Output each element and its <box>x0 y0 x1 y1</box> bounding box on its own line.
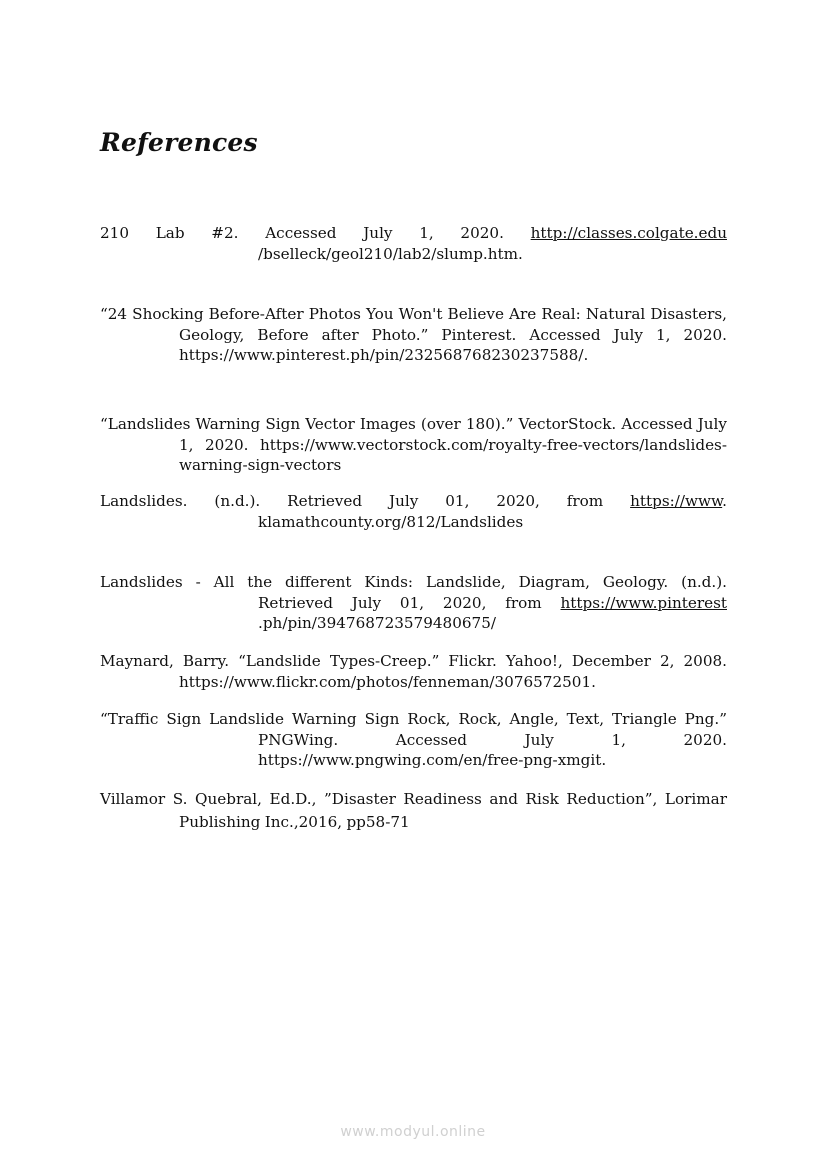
reference-text: “24 Shocking Before-After Photos You Won't Believe Are Real: Natural Disasters, Geology, Before after Photo.” Pinterest. Accessed July 1, 2020. https://www.pinterest.ph/pin/232568768230237588/. <box>100 305 727 364</box>
reference-text: “Landslides Warning Sign Vector Images (over 180).” VectorStock. Accessed July 1, 2020. https://www.vectorstock.com/royalty-free-vectors/landslides-warning-sign-vectors <box>100 415 727 474</box>
reference-entry <box>100 709 727 771</box>
reference-entry <box>100 223 727 264</box>
reference-entry <box>100 304 727 366</box>
reference-continuation: .ph/pin/394768723579480675/ <box>258 614 496 632</box>
reference-entry <box>100 572 727 634</box>
reference-text: Maynard, Barry. “Landslide Types-Creep.” Flickr. Yahoo!, December 2, 2008. https://www.flickr.com/photos/fenneman/3076572501. <box>100 652 727 691</box>
reference-continuation: /bselleck/geol210/lab2/slump.htm. <box>258 244 523 263</box>
reference-text: Villamor S. Quebral, Ed.D., ”Disaster Readiness and Risk Reduction”, Lorimar Publishing Inc.,2016, pp58-71 <box>100 790 727 831</box>
reference-line: “Traffic Sign Landslide Warning Sign Rock, Rock, Angle, Text, Triangle Png.” <box>100 710 727 728</box>
reference-line: PNGWing. Accessed July 1, 2020. <box>258 730 727 749</box>
reference-entry <box>100 651 727 692</box>
reference-line: Landslides - All the different Kinds: Landslide, Diagram, Geology. (n.d.). <box>100 573 727 591</box>
reference-entry <box>100 491 727 532</box>
reference-entry <box>100 414 727 476</box>
page-title: References <box>100 128 258 157</box>
reference-link[interactable]: https://www <box>630 492 723 510</box>
reference-link[interactable]: https://www.pinterest <box>560 593 727 612</box>
footer-watermark: www.modyul.online <box>340 1124 486 1140</box>
reference-continuation: https://www.pngwing.com/en/free-png-xmgit. <box>258 751 607 769</box>
reference-line: 210 Lab #2. Accessed July 1, 2020. http://classes.colgate.edu <box>100 224 727 242</box>
reference-entry <box>100 788 727 834</box>
reference-link[interactable]: http://classes.colgate.edu <box>530 224 727 242</box>
reference-line: Retrieved July 01, 2020, from https://www.pinterest <box>258 593 727 612</box>
reference-line: Landslides. (n.d.). Retrieved July 01, 2020, from https://www. <box>100 492 727 510</box>
reference-continuation: klamathcounty.org/812/Landslides <box>258 512 524 531</box>
